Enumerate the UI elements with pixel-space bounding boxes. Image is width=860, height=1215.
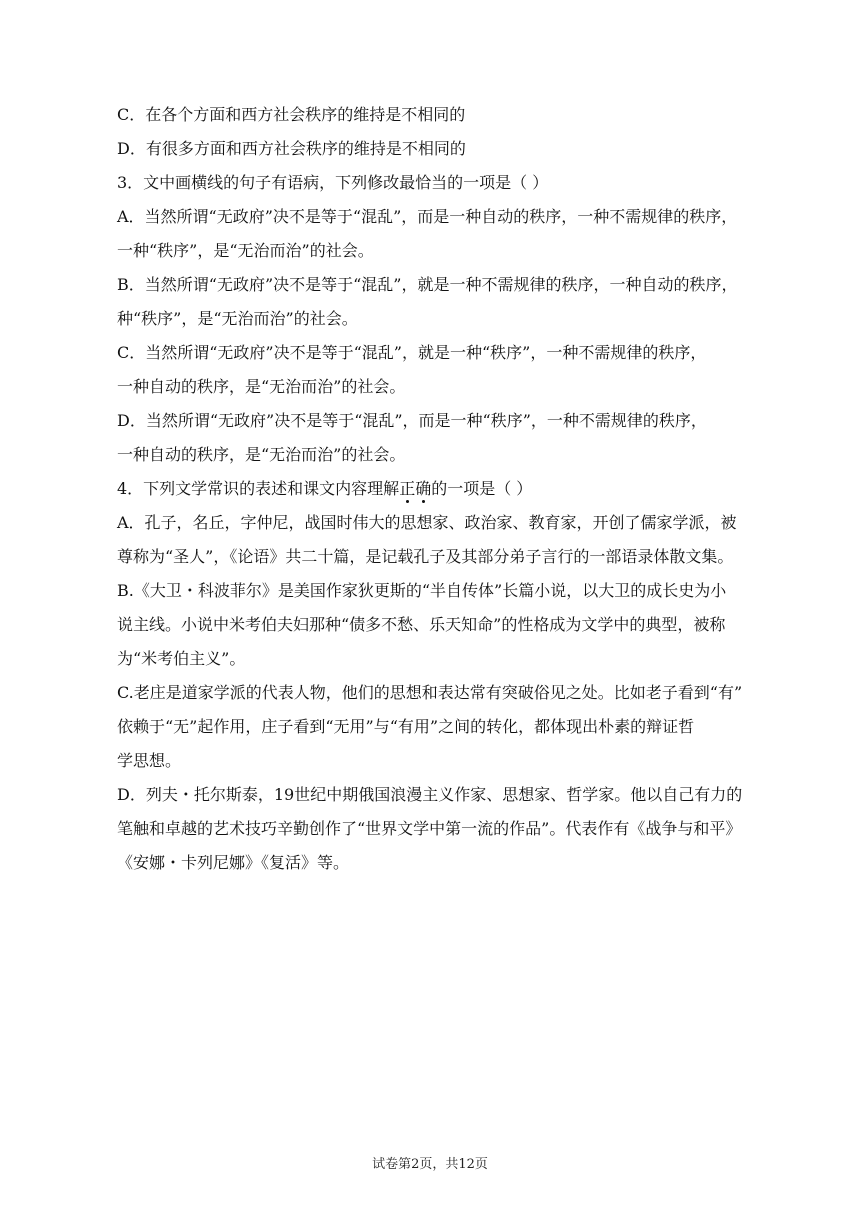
option-a-q4-line1: A．孔子，名丘，字仲尼，战国时伟大的思想家、政治家、教育家，开创了儒家学派，被 xyxy=(117,513,737,532)
option-d-q4-line2: 笔触和卓越的艺术技巧辛勤创作了“世界文学中第一流的作品”。代表作有《战争与和平》 xyxy=(117,819,742,838)
option-c-q2: C．在各个方面和西方社会秩序的维持是不相同的 xyxy=(117,105,466,124)
question-4 xyxy=(117,472,802,506)
option-b-q4-line2: 说主线。小说中米考伯夫妇那种“债多不愁、乐天知命”的性格成为文学中的典型，被称 xyxy=(117,615,726,634)
option-c-q4-line3: 学思想。 xyxy=(117,751,182,770)
option-b-q3-line1: B．当然所谓“无政府”决不是等于“混乱”，就是一种不需规律的秩序，一种自动的秩序， xyxy=(117,275,738,294)
question-4-text-before: 4．下列文学常识的表述和课文内容理解 xyxy=(117,479,400,498)
option-c-q4-line2: 依赖于“无”起作用，庄子看到“无用”与“有用”之间的转化，都体现出朴素的辩证哲 xyxy=(117,717,695,736)
option-d-q2: D．有很多方面和西方社会秩序的维持是不相同的 xyxy=(117,139,466,158)
question-4-text-after: 的一项是（ ） xyxy=(431,479,533,498)
option-b-q4-line1: B.《大卫・科波菲尔》是美国作家狄更斯的“半自传体”长篇小说，以大卫的成长史为小 xyxy=(117,581,727,600)
option-c-q3-line2: 一种自动的秩序，是“无治而治”的社会。 xyxy=(117,377,406,396)
option-a-q4-line2: 尊称为“圣人”，《论语》共二十篇，是记载孔子及其部分弟子言行的一部语录体散文集。 xyxy=(117,547,734,566)
page-content xyxy=(117,98,802,880)
option-c-q3-line1: C．当然所谓“无政府”决不是等于“混乱”，就是一种“秩序”，一种不需规律的秩序， xyxy=(117,343,707,362)
option-d-q3-line1: D．当然所谓“无政府”决不是等于“混乱”，而是一种“秩序”，一种不需规律的秩序， xyxy=(117,411,707,430)
emphasis-char-zheng: 正 xyxy=(399,472,415,506)
option-b-q4-line3: 为“米考伯主义”。 xyxy=(117,649,246,668)
page-footer: 试卷第2页，共12页 xyxy=(372,1157,488,1172)
option-d-q4-line3: 《安娜・卡列尼娜》《复活》等。 xyxy=(117,853,350,872)
option-d-q4-line1: D．列夫・托尔斯泰，19世纪中期俄国浪漫主义作家、思想家、哲学家。他以自己有力的 xyxy=(117,785,743,804)
option-d-q3-line2: 一种自动的秩序，是“无治而治”的社会。 xyxy=(117,445,406,464)
emphasis-char-que: 确 xyxy=(415,472,431,506)
question-3: 3．文中画横线的句子有语病，下列修改最恰当的一项是（ ） xyxy=(117,173,549,192)
option-a-q3-line1: A．当然所谓“无政府”决不是等于“混乱”，而是一种自动的秩序，一种不需规律的秩序， xyxy=(117,207,738,226)
option-a-q3-line2: 一种“秩序”，是“无治而治”的社会。 xyxy=(117,241,374,260)
option-c-q4-line1: C.老庄是道家学派的代表人物，他们的思想和表达常有突破俗见之处。比如老子看到“有” xyxy=(117,683,743,702)
option-b-q3-line2: 种“秩序”，是“无治而治”的社会。 xyxy=(117,309,358,328)
